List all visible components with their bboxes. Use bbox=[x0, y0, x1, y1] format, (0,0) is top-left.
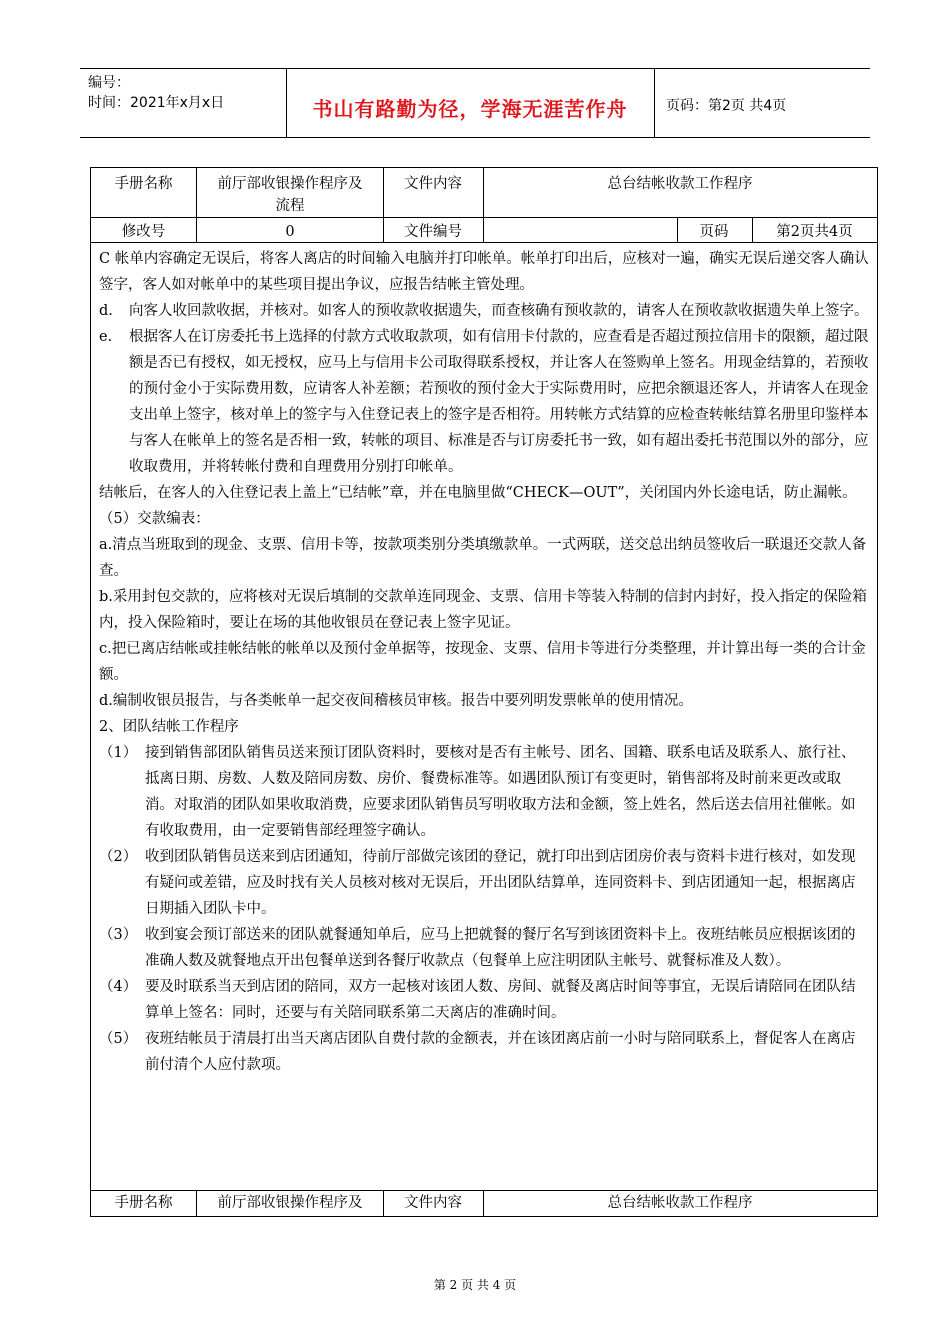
page-label: 页码 bbox=[699, 224, 729, 240]
row-divider bbox=[91, 217, 877, 218]
col-divider bbox=[196, 1190, 197, 1216]
header-meta bbox=[88, 73, 224, 113]
group-step-5: （5） 夜班结帐员于清晨打出当天离店团队自费付款的金额表，并在该团离店前一小时与陪同联系上，督促客人在离店前付清个人应付款项。 bbox=[99, 1031, 856, 1073]
revision-value: 0 bbox=[285, 224, 295, 240]
file-content-label: 文件内容 bbox=[404, 176, 462, 192]
col-divider bbox=[483, 168, 484, 242]
col-divider bbox=[383, 1190, 384, 1216]
section-5-title: （5）交款编表： bbox=[99, 511, 210, 527]
time-label: 时间：2021年x月x日 bbox=[88, 95, 225, 111]
number-label: 编号： bbox=[88, 75, 130, 91]
page-header bbox=[80, 68, 870, 138]
col-divider bbox=[383, 168, 384, 242]
manual-name-value: 前厅部收银操作程序及 流程 bbox=[217, 176, 363, 214]
file-content-value: 总台结帐收款工作程序 bbox=[607, 176, 753, 192]
paragraph-after-checkout: 结帐后，在客人的入住登记表上盖上“已结帐”章，并在电脑里做“CHECK—OUT”，关闭国内外长途电话，防止漏帐。 bbox=[99, 485, 857, 501]
col-divider bbox=[196, 168, 197, 242]
bottom-manual-name-label: 手册名称 bbox=[114, 1195, 173, 1211]
col-divider bbox=[483, 1190, 484, 1216]
page-footer: 第 2 页 共 4 页 bbox=[433, 1278, 517, 1292]
row-divider bbox=[91, 1190, 877, 1191]
row-divider bbox=[91, 242, 877, 243]
col-divider bbox=[677, 217, 678, 242]
section-5-d: d.编制收银员报告，与各类帐单一起交夜间稽核员审核。报告中要列明发票帐单的使用情况。 bbox=[99, 693, 693, 709]
bottom-file-content-value: 总台结帐收款工作程序 bbox=[607, 1195, 753, 1211]
paragraph-c: C 帐单内容确定无误后，将客人离店的时间输入电脑并打印帐单。帐单打印出后，应核对一遍，确实无误后递交客人确认签字，客人如对帐单中的某些项目提出争议，应报告结帐主管处理。 bbox=[99, 251, 869, 293]
header-page-info: 页码：第2页 共4页 bbox=[666, 98, 787, 114]
document-table bbox=[90, 167, 878, 1217]
manual-name-label: 手册名称 bbox=[114, 176, 173, 192]
group-step-1: （1） 接到销售部团队销售员送来预订团队资料时，要核对是否有主帐号、团名、国籍、联系电话及联系人、旅行社、抵离日期、房数、人数及陪同房数、房价、餐费标准等。如遇团队预订有变更时，销售部将及时前来更改或取消。对取消的团队如果收取消费，应要求团队销售员写明收取方法和金额，签上姓名，然后送去信用社催帐。如有收取费用，由一定要销售部经理签字确认。 bbox=[99, 745, 856, 839]
group-checkout-title: 2、团队结帐工作程序 bbox=[99, 719, 239, 735]
group-step-2: （2） 收到团队销售员送来到店团通知，待前厅部做完该团的登记，就打印出到店团房价表与资料卡进行核对，如发现有疑问或差错，应及时找有关人员核对核对无误后，开出团队结算单，连同资料卡、到店团通知一起，根据离店日期插入团队卡中。 bbox=[99, 849, 856, 917]
group-step-3: （3） 收到宴会预订部送来的团队就餐通知单后，应马上把就餐的餐厅名写到该团资料卡上。夜班结帐员应根据该团的准确人数及就餐地点开出包餐单送到各餐厅收款点（包餐单上应注明团队主帐号、就餐标准及人数）。 bbox=[99, 927, 856, 969]
bottom-file-content-label: 文件内容 bbox=[404, 1195, 462, 1211]
paragraph-e: e. 根据客人在订房委托书上选择的付款方式收取款项，如有信用卡付款的，应查看是否超过预拉信用卡的限额，超过限额是否已有授权，如无授权，应马上与信用卡公司取得联系授权，并让客人在签购单上签名。用现金结算的，若预收的预付金小于实际费用数，应请客人补差额；若预收的预付金大于实际费用时，应把余额退还客人，并请客人在现金支出单上签字，核对单上的签字与入住登记表上的签字是否相符。用转帐方式结算的应检查转帐结算名册里印鉴样本与客人在帐单上的签名是否相一致，转帐的项目、标准是否与订房委托书一致，如有超出委托书范围以外的部分，应收取费用，并将转帐付费和自理费用分别打印帐单。 bbox=[99, 329, 869, 475]
paragraph-d: d. 向客人收回款收据，并核对。如客人的预收款收据遗失，而查核确有预收款的，请客人在预收款收据遗失单上签字。 bbox=[99, 303, 869, 319]
page-value: 第2页共4页 bbox=[776, 224, 853, 240]
file-no-label: 文件编号 bbox=[404, 224, 462, 240]
group-step-4: （4） 要及时联系当天到店团的陪同，双方一起核对该团人数、房间、就餐及离店时间等事宜，无误后请陪同在团队结算单上签名：同时，还要与有关陪同联系第二天离店的准确时间。 bbox=[99, 979, 856, 1021]
document-body bbox=[99, 246, 869, 1078]
col-divider bbox=[752, 217, 753, 242]
header-motto: 书山有路勤为径，学海无涯苦作舟 bbox=[312, 97, 628, 121]
section-5-b: b.采用封包交款的，应将核对无误后填制的交款单连同现金、支票、信用卡等装入特制的信封内封好，投入指定的保险箱内，投入保险箱时，要让在场的其他收银员在登记表上签字见证。 bbox=[99, 589, 867, 631]
section-5-a: a.清点当班取到的现金、支票、信用卡等，按款项类别分类填缴款单。一式两联，送交总出纳员签收后一联退还交款人备查。 bbox=[99, 537, 867, 579]
header-divider bbox=[654, 69, 655, 137]
revision-label: 修改号 bbox=[121, 224, 166, 240]
bottom-manual-name-value: 前厅部收银操作程序及 bbox=[217, 1195, 363, 1211]
section-5-c: c.把已离店结帐或挂帐结帐的帐单以及预付金单据等，按现金、支票、信用卡等进行分类整理，并计算出每一类的合计金额。 bbox=[99, 641, 866, 683]
